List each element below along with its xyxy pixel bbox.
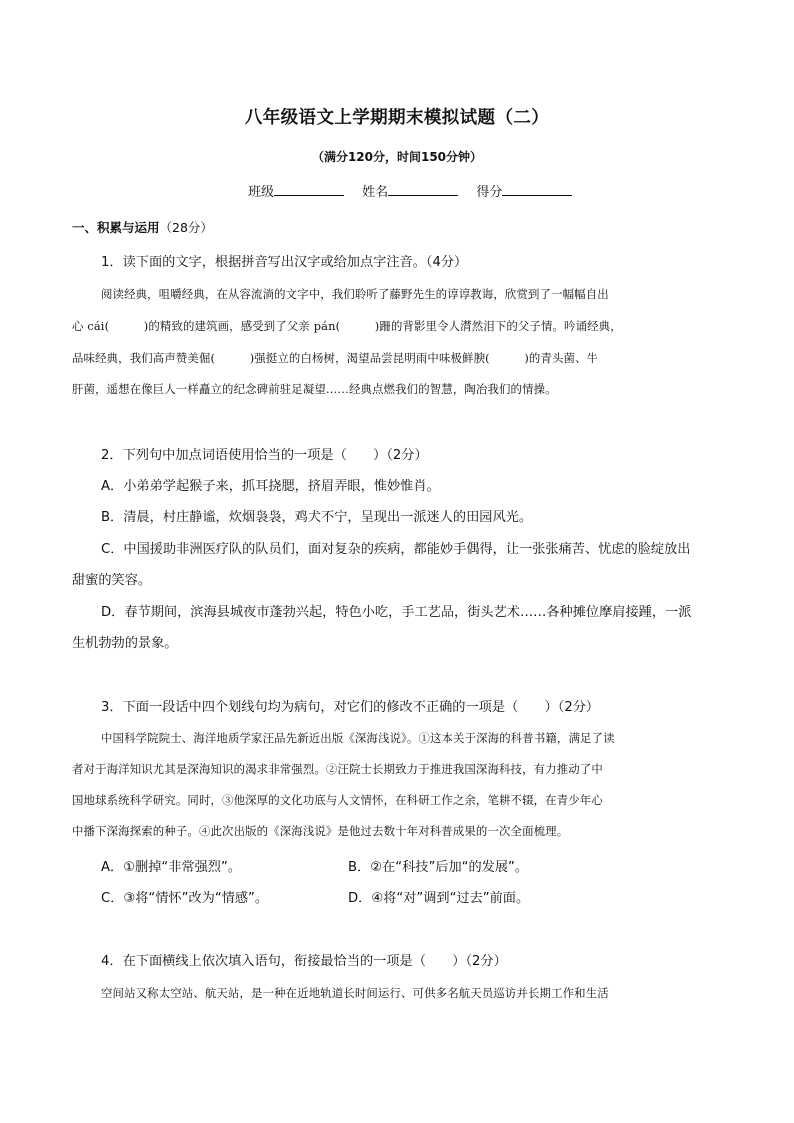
q3-passage-line: 中播下深海探索的种子。④此次出版的《深海浅说》是他过去数十年对科普成果的一次全面梳理。 bbox=[72, 824, 569, 838]
q3-option-a[interactable]: A．①删掉“非常强烈”。 bbox=[101, 860, 242, 875]
q1-passage-line: 心 cái( )的精致的建筑画，感受到了父亲 pán( )跚的背影里令人潸然泪下的父子情。吟诵经典， bbox=[72, 319, 622, 333]
class-blank[interactable] bbox=[274, 183, 344, 196]
score-blank[interactable] bbox=[502, 183, 572, 196]
q1-passage-line: 肝菌，遥想在像巨人一样矗立的纪念碑前驻足凝望……经典点燃我们的智慧，陶冶我们的情操。 bbox=[72, 382, 557, 396]
q3-passage-line: 者对于海洋知识尤其是深海知识的渴求非常强烈。②汪院士长期致力于推进我国深海科技，有力推动了中 bbox=[72, 762, 603, 776]
page-title: 八年级语文上学期期末模拟试题（二） bbox=[244, 108, 550, 128]
q2-option-c-cont: 甜蜜的笑容。 bbox=[72, 573, 152, 588]
section-title: 一、积累与运用 bbox=[72, 220, 160, 235]
section-points: （28分） bbox=[159, 220, 213, 235]
section-heading bbox=[72, 218, 213, 236]
q3-option-d[interactable]: D．④将“对”调到“过去”前面。 bbox=[348, 891, 530, 906]
student-info-row bbox=[248, 181, 586, 200]
q2-option-a[interactable]: A．小弟弟学起猴子来，抓耳挠腮，挤眉弄眼，惟妙惟肖。 bbox=[101, 479, 440, 494]
q4-passage-line: 空间站又称太空站、航天站，是一种在近地轨道长时间运行、可供多名航天员巡访并长期工作和生活 bbox=[101, 986, 609, 1000]
name-label: 姓名 bbox=[362, 185, 389, 200]
name-blank[interactable] bbox=[388, 183, 458, 196]
q3-passage-line: 中国科学院院士、海洋地质学家汪品先新近出版《深海浅说》。①这本关于深海的科普书籍，满足了读 bbox=[101, 731, 615, 745]
q2-option-c[interactable]: C．中国援助非洲医疗队的队员们，面对复杂的疾病，都能妙手偶得，让一张张痛苦、忧虑的脸绽放出 bbox=[101, 542, 691, 557]
q2-option-b[interactable]: B．清晨，村庄静谧，炊烟袅袅，鸡犬不宁，呈现出一派迷人的田园风光。 bbox=[101, 510, 533, 525]
q3-passage-line: 国地球系统科学研究。同时，③他深厚的文化功底与人文情怀，在科研工作之余，笔耕不辍，在青少年心 bbox=[72, 793, 603, 807]
q2-option-d-cont: 生机勃勃的景象。 bbox=[72, 636, 178, 651]
question-1-stem: 1．读下面的文字，根据拼音写出汉字或给加点字注音。（4分） bbox=[101, 255, 468, 270]
question-4-stem: 4．在下面横线上依次填入语句，衔接最恰当的一项是（ ）（2分） bbox=[101, 954, 507, 969]
q1-passage-line: 阅读经典，咀嚼经典，在从容流淌的文字中，我们聆听了藤野先生的谆谆教诲，欣赏到了一幅幅自出 bbox=[101, 287, 609, 301]
score-label: 得分 bbox=[476, 185, 503, 200]
q1-passage-line: 品味经典，我们高声赞美倔( )强挺立的白杨树，渴望品尝昆明雨中味极鲜腴( )的青头菌、牛 bbox=[72, 351, 599, 365]
page-subtitle: （满分120分，时间150分钟） bbox=[311, 150, 483, 164]
question-2-stem: 2．下列句中加点词语使用恰当的一项是（ ）（2分） bbox=[101, 448, 428, 463]
q3-option-c[interactable]: C．③将“情怀”改为“情感”。 bbox=[101, 891, 269, 906]
q2-option-d[interactable]: D．春节期间，滨海县城夜市蓬勃兴起，特色小吃，手工艺品，街头艺术……各种摊位摩肩接踵，一派 bbox=[101, 605, 692, 620]
class-label: 班级 bbox=[248, 185, 275, 200]
q3-option-b[interactable]: B．②在“科技”后加“的发展”。 bbox=[348, 860, 529, 875]
question-3-stem: 3．下面一段话中四个划线句均为病句，对它们的修改不正确的一项是（ ）（2分） bbox=[101, 700, 600, 715]
